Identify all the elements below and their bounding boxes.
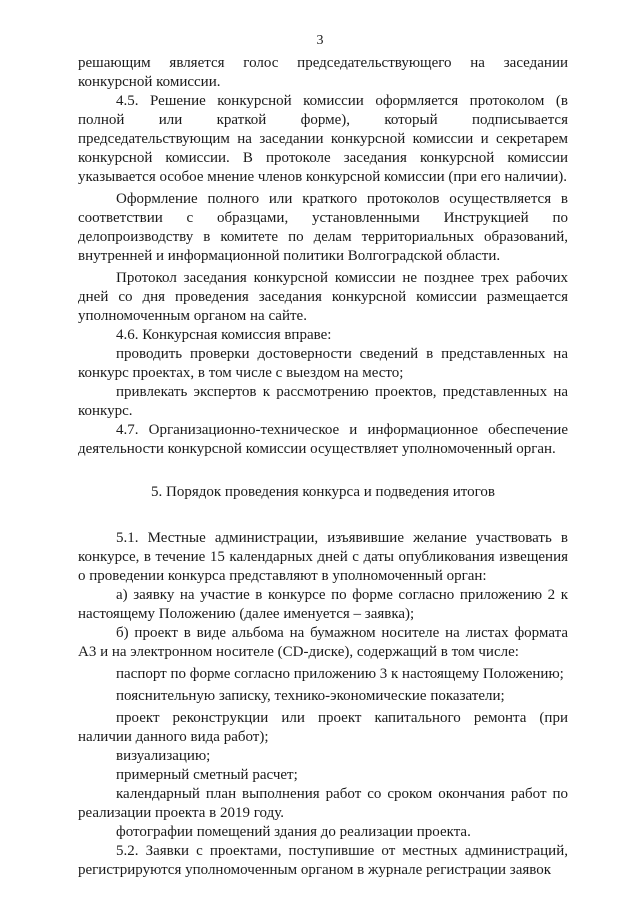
page-number: 3 bbox=[316, 33, 324, 48]
paragraph-photos: фотографии помещений здания до реализации проекта. bbox=[116, 824, 471, 840]
paragraph-4-5: 4.5. Решение конкурсной комиссии оформляется протоколом (в полной или краткой форме), который подписывается председательствующим на заседании конкурсной комиссии и секретарем конкурсной комиссии. В протоколе заседания конкурсной комиссии указывается особое мнение членов конкурсной комиссии (при его наличии). bbox=[78, 93, 568, 185]
section-heading: 5. Порядок проведения конкурса и подведения итогов bbox=[151, 484, 495, 500]
paragraph-visualization: визуализацию; bbox=[116, 748, 211, 764]
paragraph-4-7: 4.7. Организационно-техническое и информационное обеспечение деятельности конкурсной комиссии осуществляет уполномоченный орган. bbox=[78, 422, 568, 457]
paragraph-reconstruction: проект реконструкции или проект капитального ремонта (при наличии данного вида работ); bbox=[78, 710, 568, 745]
paragraph-experts: привлекать экспертов к рассмотрению проектов, представленных на конкурс. bbox=[78, 384, 568, 419]
document-body bbox=[78, 54, 568, 880]
paragraph-verification: проводить проверки достоверности сведений в представленных на конкурс проектах, в том числе с выездом на место; bbox=[78, 346, 568, 381]
paragraph-explanatory-note: пояснительную записку, технико-экономические показатели; bbox=[116, 688, 505, 704]
paragraph-estimate: примерный сметный расчет; bbox=[116, 767, 298, 783]
paragraph-schedule: календарный план выполнения работ со сроком окончания работ по реализации проекта в 2019 году. bbox=[78, 786, 568, 821]
paragraph-protocol-publication: Протокол заседания конкурсной комиссии не позднее трех рабочих дней со дня проведения заседания конкурсной комиссии размещается уполномоченным органом на сайте. bbox=[78, 270, 568, 324]
paragraph-continuation: решающим является голос председательствующего на заседании конкурсной комиссии. bbox=[78, 55, 568, 90]
paragraph-item-a: а) заявку на участие в конкурсе по форме согласно приложению 2 к настоящему Положению (далее именуется – заявка); bbox=[78, 587, 568, 622]
paragraph-item-b: б) проект в виде альбома на бумажном носителе на листах формата А3 и на электронном носителе (CD-диске), содержащий в том числе: bbox=[78, 625, 568, 660]
paragraph-5-1: 5.1. Местные администрации, изъявившие желание участвовать в конкурсе, в течение 15 календарных дней с даты опубликования извещения о проведении конкурса представляют в уполномоченный орган: bbox=[78, 530, 568, 584]
paragraph-5-2: 5.2. Заявки с проектами, поступившие от местных администраций, регистрируются уполномоченным органом в журнале регистрации заявок bbox=[78, 843, 568, 878]
paragraph-passport: паспорт по форме согласно приложению 3 к настоящему Положению; bbox=[116, 666, 564, 682]
paragraph-protocol-format: Оформление полного или краткого протоколов осуществляется в соответствии с образцами, установленными Инструкцией по делопроизводству в комитете по делам территориальных образований, внутренней и информационной политики Волгоградской области. bbox=[78, 191, 568, 264]
paragraph-4-6: 4.6. Конкурсная комиссия вправе: bbox=[116, 327, 332, 343]
